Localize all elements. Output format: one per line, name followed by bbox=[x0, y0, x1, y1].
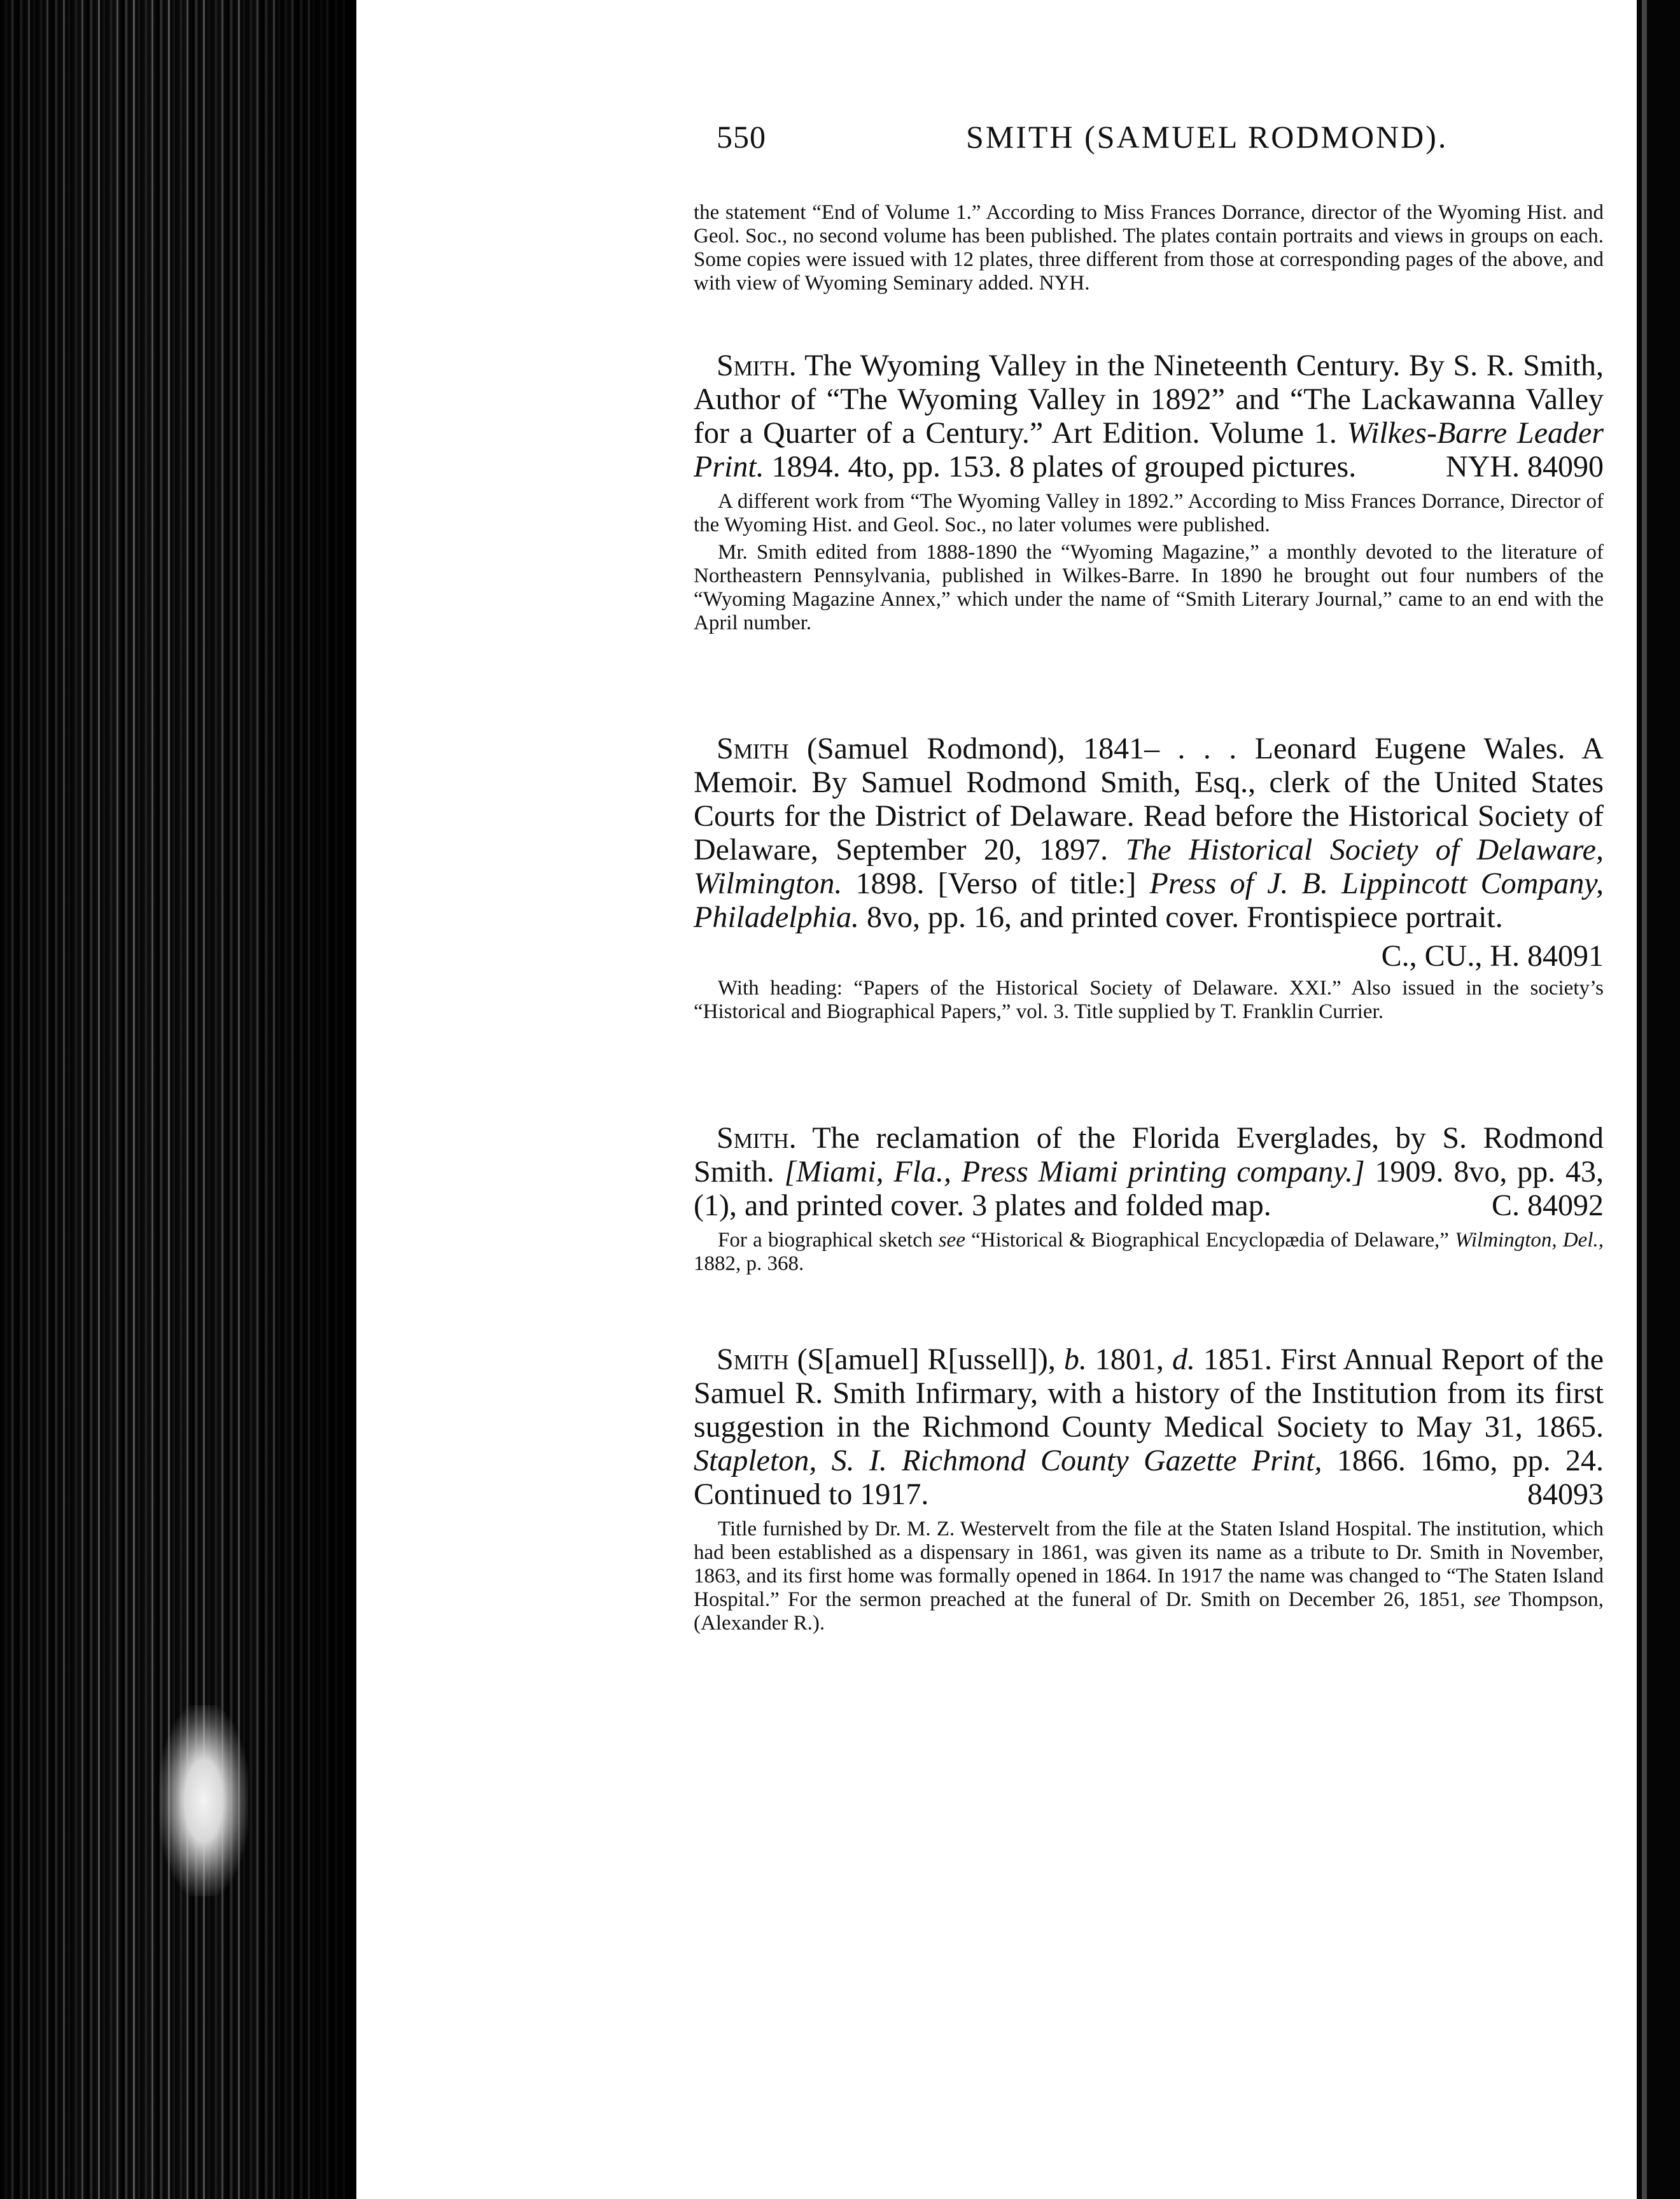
entry-note: Mr. Smith edited from 1888-1890 the “Wyoming Magazine,” a monthly devoted to the literature of Northeastern Pennsylvania, published in Wilkes-Barre. In 1890 he brought out four numbers of the “Wyoming Magazine Annex,” which under the name of “Smith Literary Journal,” came to an end with the April number. bbox=[694, 541, 1604, 634]
entry-printer: Press of J. B. Lippincott Company, Philadelphia. bbox=[694, 867, 1604, 934]
entry-author: Smith. bbox=[717, 1121, 797, 1155]
scan-right-border-line bbox=[1642, 0, 1647, 2199]
running-title: SMITH (SAMUEL RODMOND). bbox=[966, 119, 1448, 155]
note-text: Thompson, (Alexander R.). bbox=[694, 1588, 1604, 1635]
entry-died: d. bbox=[1172, 1343, 1195, 1376]
entry-details-a: 1898. [Verso of title:] bbox=[842, 867, 1150, 900]
note-see: see bbox=[938, 1229, 965, 1252]
entry-title: 1801, bbox=[1086, 1343, 1172, 1376]
continuation-location: NYH. bbox=[1039, 272, 1090, 295]
entry-author: Smith bbox=[717, 1343, 789, 1376]
continuation-note bbox=[694, 201, 1604, 295]
note-text: For a biographical sketch bbox=[718, 1229, 939, 1252]
entry-note: A different work from “The Wyoming Valley in 1892.” According to Miss Frances Dorrance, Director of the Wyoming Hist. and Geol. Soc., no later volumes were published. bbox=[694, 490, 1604, 536]
scan-blemish bbox=[159, 1705, 248, 1896]
page-paper bbox=[356, 0, 1637, 2199]
running-head bbox=[717, 118, 1595, 169]
entry-imprint: Wilkes-Barre Leader Print. bbox=[694, 416, 1604, 484]
entry-locations: 84093 bbox=[1527, 1477, 1604, 1511]
entry-details: 1866. 16mo, pp. 24. Continued to 1917. bbox=[694, 1444, 1604, 1511]
entry-imprint: The Historical Society of Delaware, Wilmington. bbox=[694, 833, 1604, 900]
entry-title: The Wyoming Valley in the Nineteenth Century. By S. R. Smith, Author of “The Wyoming Valley in 1892” and “The Lackawanna Valley for a Quarter of a Century.” Art Edition. Volume 1. bbox=[694, 349, 1604, 450]
entry-84093 bbox=[694, 1343, 1604, 1635]
entry-title: (Samuel Rodmond), 1841– . . . Leonard Eugene Wales. A Memoir. By Samuel Rodmond Smith, Esq., clerk of the United States Courts for the District of Delaware. Read before the Historical Society of Delaware, September 20, 1897. bbox=[694, 732, 1604, 867]
entry-details: 1909. 8vo, pp. 43, (1), and printed cover. 3 plates and folded map. bbox=[694, 1155, 1604, 1222]
note-text: Title furnished by Dr. M. Z. Westervelt from the file at the Staten Island Hospital. The institution, which had been established as a dispensary in 1861, was given its name as a tribute to Dr. Smith in November, 1863, and its first home was formally opened in 1864. In 1917 the name was changed to “The Staten Island Hospital.” For the sermon preached at the funeral of Dr. Smith on December 26, 1851, bbox=[694, 1518, 1604, 1611]
note-text: “Historical & Biographical Encyclopædia of Delaware,” bbox=[965, 1229, 1455, 1252]
entry-title: 1851. First Annual Report of the Samuel R. Smith Infirmary, with a history of the Institution from its first suggestion in the Richmond County Medical Society to May 31, 1865. bbox=[694, 1343, 1604, 1444]
entry-title: The reclamation of the Florida Everglades, by S. Rodmond Smith. bbox=[694, 1121, 1604, 1189]
entry-born: b. bbox=[1063, 1343, 1087, 1376]
entry-locations: NYH. 84090 bbox=[1446, 450, 1604, 484]
entry-note: With heading: “Papers of the Historical Society of Delaware. XXI.” Also issued in the society’s “Historical and Biographical Papers,” vol. 3. Title supplied by T. Franklin Currier. bbox=[694, 977, 1604, 1023]
entry-citation bbox=[694, 732, 1604, 934]
note-see: see bbox=[1473, 1588, 1501, 1611]
entry-author: Smith bbox=[717, 732, 789, 765]
entry-imprint: Stapleton, S. I. Richmond County Gazette Print, bbox=[694, 1444, 1322, 1477]
page-number: 550 bbox=[717, 119, 766, 155]
entry-84091 bbox=[694, 732, 1604, 1024]
entry-locations: C., CU., H. 84091 bbox=[1381, 939, 1604, 973]
entry-author: Smith. bbox=[717, 349, 797, 382]
entry-84090 bbox=[694, 349, 1604, 635]
entry-imprint: [Miami, Fla., Press Miami printing company.] bbox=[784, 1155, 1365, 1189]
note-place: Wilmington, Del., bbox=[1455, 1229, 1604, 1252]
entry-locations: C. 84092 bbox=[1491, 1189, 1604, 1222]
entry-84092 bbox=[694, 1121, 1604, 1276]
continuation-text: the statement “End of Volume 1.” According to Miss Frances Dorrance, director of the Wyoming Hist. and Geol. Soc., no second volume has been published. The plates contain portraits and views in groups on each. Some copies were issued with 12 plates, three different from those at corresponding pages of the above, and with view of Wyoming Seminary added. bbox=[694, 201, 1604, 295]
note-text: 1882, p. 368. bbox=[694, 1252, 804, 1275]
entry-details: 8vo, pp. 16, and printed cover. Frontispiece portrait. bbox=[858, 900, 1503, 934]
entry-title: (S[amuel] R[ussell]), bbox=[788, 1343, 1064, 1376]
entry-details: 1894. 4to, pp. 153. 8 plates of grouped pictures. bbox=[764, 450, 1357, 484]
entry-note bbox=[694, 1518, 1604, 1635]
entry-note bbox=[694, 1229, 1604, 1276]
